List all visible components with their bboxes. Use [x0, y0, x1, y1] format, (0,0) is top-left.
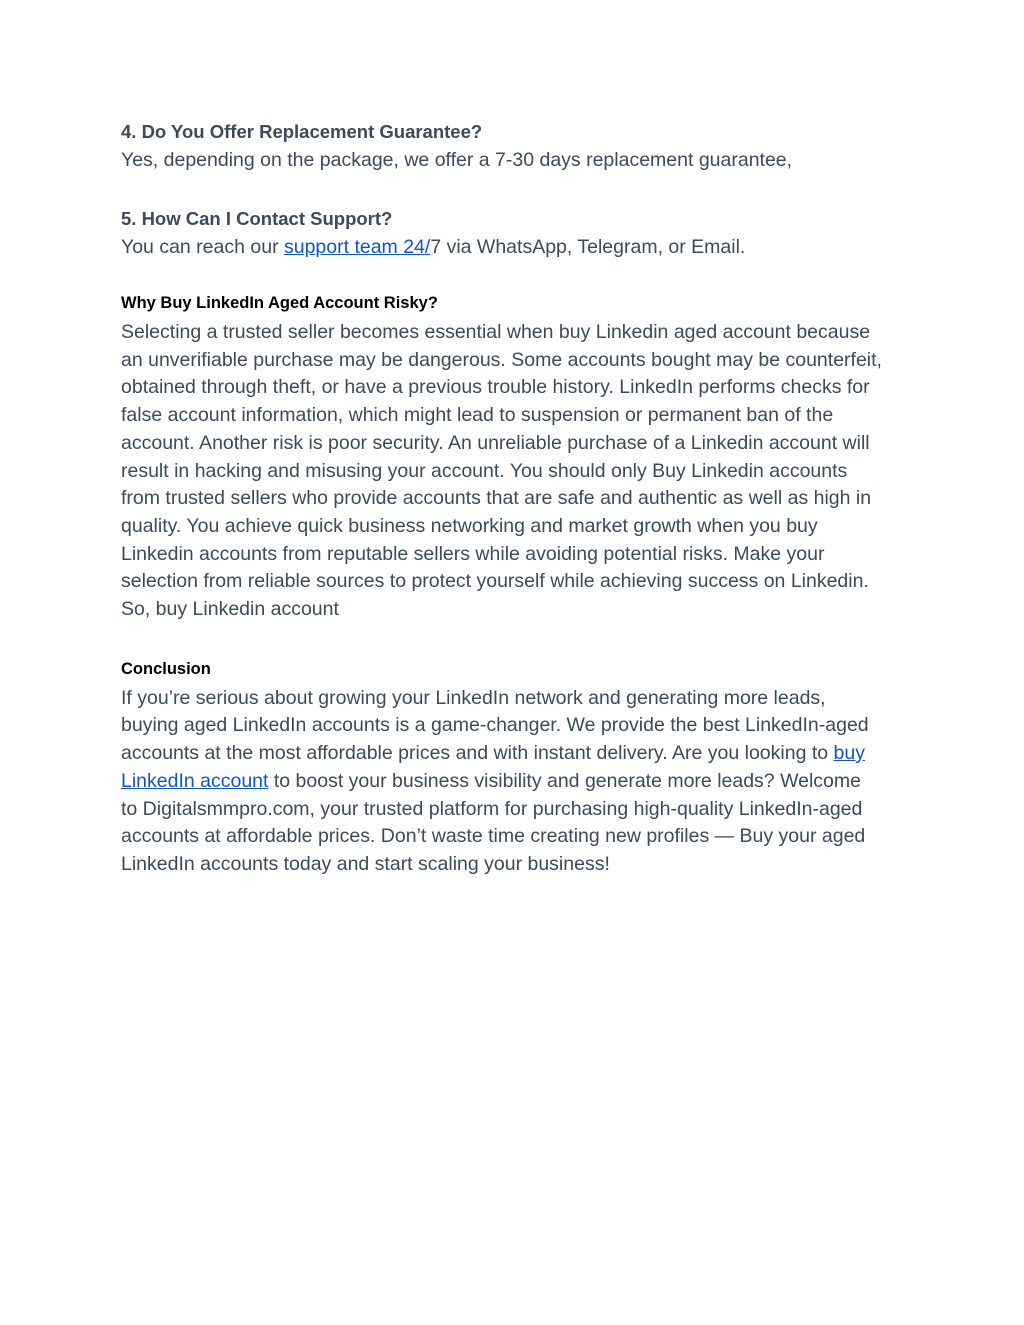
risky-paragraph — [121, 319, 911, 624]
link-text: buy — [833, 742, 865, 765]
section-heading-risky: Why Buy LinkedIn Aged Account Risky? — [121, 294, 438, 312]
paragraph-line: accounts at the most affordable prices and with instant delivery. Are you looking to — [121, 742, 834, 765]
paragraph-line: selection from reliable sources to protect yourself while achieving success on Linkedin. — [121, 570, 869, 593]
faq-question: 5. How Can I Contact Support? — [121, 208, 393, 229]
paragraph-line: to boost your business visibility and generate more leads? Welcome — [268, 769, 861, 792]
paragraph-line: Selecting a trusted seller becomes essential when buy Linkedin aged account because — [121, 321, 871, 343]
faq-item-replacement — [121, 118, 911, 174]
document-page — [121, 118, 911, 879]
paragraph-line: accounts at affordable prices. Don’t waste time creating new profiles — Buy your aged — [121, 825, 866, 848]
paragraph-line: So, buy Linkedin account — [121, 598, 339, 621]
paragraph-line: false account information, which might lead to suspension or permanent ban of the — [121, 404, 834, 427]
faq-answer: Yes, depending on the package, we offer a 7-30 days replacement guarantee, — [121, 149, 793, 171]
faq-answer — [121, 233, 911, 261]
paragraph-line: LinkedIn accounts today and start scaling your business! — [121, 852, 610, 875]
paragraph-line: quality. You achieve quick business networking and market growth when you buy — [121, 514, 818, 537]
faq-item-support — [121, 205, 911, 261]
answer-text: 7 via WhatsApp, Telegram, or Email. — [430, 236, 746, 258]
support-team-link[interactable]: support team 24/ — [283, 236, 431, 258]
paragraph-line: Linkedin accounts from reputable sellers while avoiding potential risks. Make your — [121, 542, 825, 565]
paragraph-line: an unverifiable purchase may be dangerous. Some accounts bought may be counterfeit, — [121, 348, 882, 371]
paragraph-line: obtained through theft, or have a previous trouble history. LinkedIn performs checks for — [121, 376, 870, 399]
faq-question: 4. Do You Offer Replacement Guarantee? — [121, 121, 483, 142]
answer-text: You can reach our — [121, 236, 284, 258]
paragraph-line: buying aged LinkedIn accounts is a game-changer. We provide the best LinkedIn-aged — [121, 714, 869, 737]
paragraph-line: to Digitalsmmpro.com, your trusted platform for purchasing high-quality LinkedIn-aged — [121, 797, 863, 820]
link-text: LinkedIn account — [121, 769, 269, 792]
paragraph-line: If you’re serious about growing your LinkedIn network and generating more leads, — [121, 686, 826, 709]
paragraph-line: account. Another risk is poor security. An unreliable purchase of a Linkedin account will — [121, 431, 870, 454]
paragraph-line: result in hacking and misusing your account. You should only Buy Linkedin accounts — [121, 459, 848, 482]
section-heading-conclusion: Conclusion — [121, 659, 211, 678]
conclusion-paragraph — [121, 685, 911, 879]
paragraph-line: from trusted sellers who provide accounts that are safe and authentic as well as high in — [121, 487, 872, 510]
